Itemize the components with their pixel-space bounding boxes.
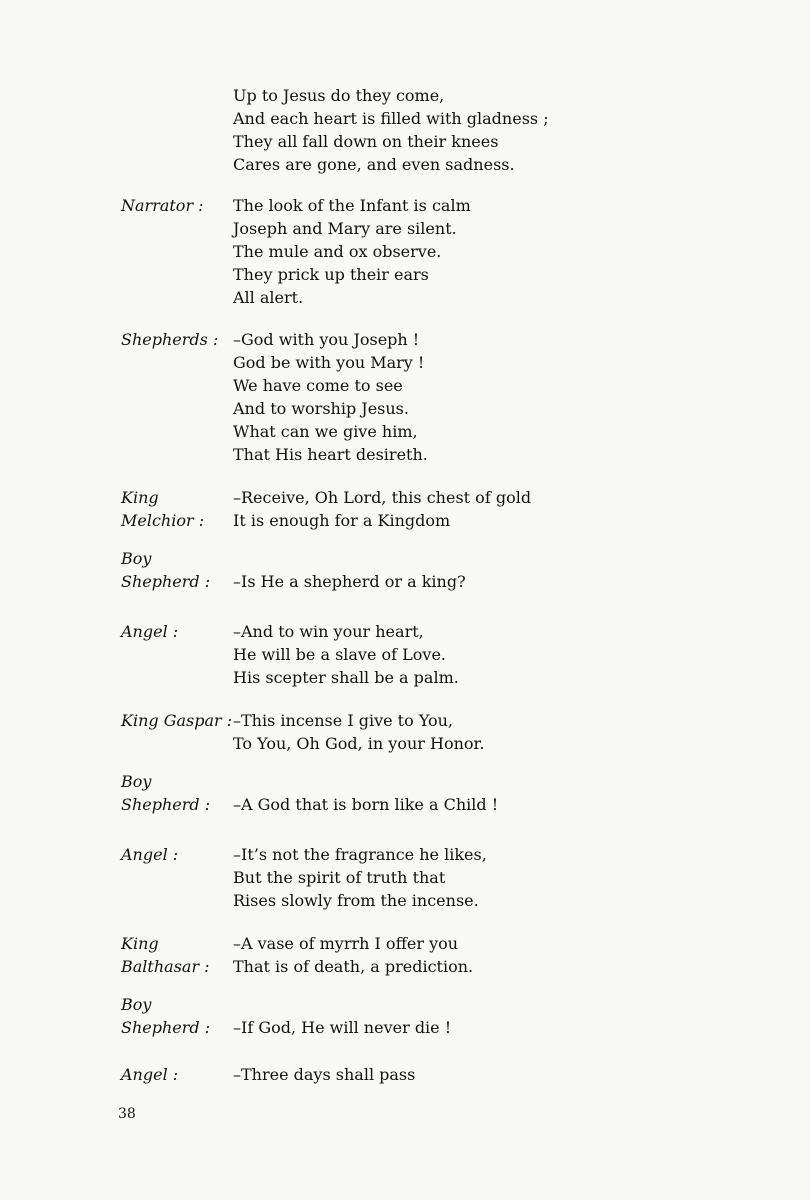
verse-line: –Is He a shepherd or a king?	[233, 572, 466, 591]
speaker-name	[121, 770, 210, 816]
verse-line: That is of death, a prediction.	[233, 957, 474, 976]
verse-line: –A vase of myrrh I offer you	[233, 934, 459, 953]
verse-line: The look of the Infant is calm	[233, 196, 471, 215]
speaker-name	[121, 993, 210, 1039]
speaker-name	[121, 547, 210, 593]
verse-line: Rises slowly from the incense.	[233, 891, 479, 910]
verse-line: –If God, He will never die !	[233, 1018, 452, 1037]
speaker-line: Narrator :	[121, 196, 204, 215]
verse-lines	[233, 770, 498, 816]
speaker-name	[121, 843, 178, 866]
verse-line: God be with you Mary !	[233, 353, 425, 372]
verse-line: His scepter shall be a palm.	[233, 668, 459, 687]
speaker-name	[121, 932, 210, 978]
speaker-line: Melchior :	[121, 511, 205, 530]
speaker-line: Angel :	[121, 845, 179, 864]
verse-line: –Three days shall pass	[233, 1065, 416, 1084]
verse-line: They all fall down on their knees	[233, 132, 499, 151]
speaker-name	[121, 194, 204, 217]
verse-line: To You, Oh God, in your Honor.	[233, 734, 485, 753]
verse-line: –It’s not the fragrance he likes,	[233, 845, 487, 864]
verse-lines	[233, 84, 549, 176]
verse-lines	[233, 709, 484, 755]
verse-lines	[233, 328, 428, 466]
verse-line	[233, 547, 466, 570]
verse-line: But the spirit of truth that	[233, 868, 446, 887]
verse-line: And each heart is filled with gladness ;	[233, 109, 549, 128]
verse-line	[233, 993, 451, 1016]
speaker-name	[121, 620, 178, 643]
speaker-line: Shepherds :	[121, 330, 219, 349]
verse-lines	[233, 843, 487, 912]
speaker-line: Shepherd :	[121, 572, 211, 591]
verse-line: –Receive, Oh Lord, this chest of gold	[233, 488, 532, 507]
verse-line: It is enough for a Kingdom	[233, 511, 451, 530]
speaker-line: Shepherd :	[121, 795, 211, 814]
verse-line: He will be a slave of Love.	[233, 645, 447, 664]
verse-line: –This incense I give to You,	[233, 711, 454, 730]
speaker-line: King	[121, 488, 159, 507]
verse-lines	[233, 932, 473, 978]
speaker-line: King Gaspar :	[121, 711, 233, 730]
verse-lines	[233, 1063, 415, 1086]
verse-line: The mule and ox observe.	[233, 242, 442, 261]
verse-lines	[233, 620, 459, 689]
verse-line: –God with you Joseph !	[233, 330, 420, 349]
speaker-line: Boy	[121, 995, 152, 1014]
verse-lines	[233, 486, 531, 532]
speaker-line: Boy	[121, 772, 152, 791]
verse-line: They prick up their ears	[233, 265, 429, 284]
speaker-line: Angel :	[121, 622, 179, 641]
speaker-line: King	[121, 934, 159, 953]
speaker-line: Boy	[121, 549, 152, 568]
page-number: 38	[118, 1106, 136, 1122]
verse-line: Cares are gone, and even sadness.	[233, 155, 515, 174]
verse-lines	[233, 547, 466, 593]
verse-lines	[233, 993, 451, 1039]
verse-line: And to worship Jesus.	[233, 399, 409, 418]
verse-line	[233, 770, 498, 793]
speaker-line: Angel :	[121, 1065, 179, 1084]
verse-line: We have come to see	[233, 376, 403, 395]
speaker-name	[121, 709, 232, 732]
speaker-line: Balthasar :	[121, 957, 210, 976]
verse-line: Joseph and Mary are silent.	[233, 219, 457, 238]
speaker-name	[121, 328, 218, 351]
verse-line: –And to win your heart,	[233, 622, 424, 641]
verse-line: All alert.	[233, 288, 304, 307]
speaker-name	[121, 486, 204, 532]
verse-lines	[233, 194, 471, 309]
verse-line: –A God that is born like a Child !	[233, 795, 499, 814]
verse-line: That His heart desireth.	[233, 445, 428, 464]
speaker-name	[121, 1063, 178, 1086]
verse-line: Up to Jesus do they come,	[233, 86, 445, 105]
speaker-line: Shepherd :	[121, 1018, 211, 1037]
verse-line: What can we give him,	[233, 422, 418, 441]
